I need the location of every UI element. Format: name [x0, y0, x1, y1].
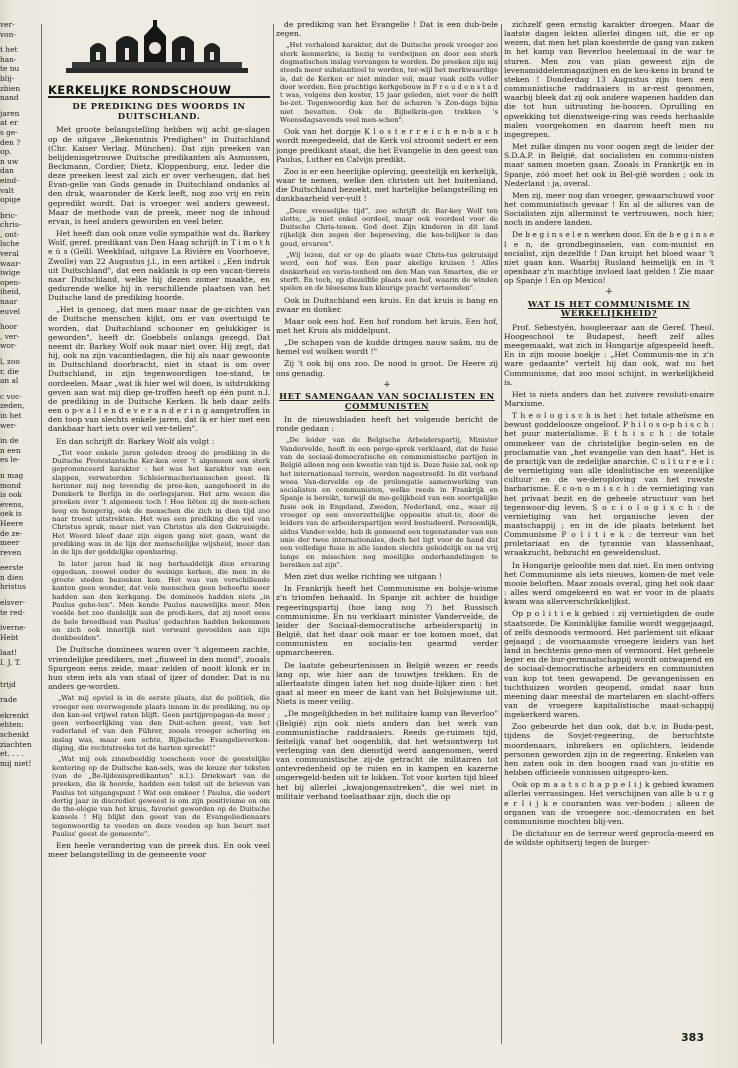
article-heading: HET SAMENGAAN VAN SOCIALISTEN EN COMMUNISTEN — [279, 390, 495, 411]
column-3 — [504, 20, 714, 1050]
paragraph: Zoo gebeurde het dan ook, dat b.v. in Buda-pest, tijdens de Sovjet-regeering, de beruchtste moordenaars, inbrekers en oplichters, leidende personen geworden zijn in de regeering. Enkelen van hen zaten ook in den hoogen raad van ju-stitie en hebben officieele vonnissen uitgespro-ken. — [504, 722, 714, 778]
article-body — [48, 125, 270, 859]
paragraph: De b e g i n s e l e n werken door. En de b e g i n s e l e n, de grondbeginselen, van com-munist en socialist, zijn dezelfde ! Dan kruipt het bloed waar 't niet gaan kan. Waarbij Rusland heimelijk en in 't openbaar z'n machtige invloed laat gelden ! Zie maar op Spanje ! En op Mexico! — [504, 230, 714, 286]
fragment-line: nand — [0, 93, 19, 103]
fragment-line: s ge- — [0, 127, 18, 137]
fragment-line: n een — [0, 445, 21, 455]
fragment-line: te nu — [0, 64, 20, 74]
paragraph: Ook op m a a t s c h a p p e l i j k gebied kwamen allerlei verrassingen. Het verschijnen van alle b u r g e r l i j k e couranten was ver-boden ; alleen de organen van de vroegere soc.-democraten en het communisme mochten blij-ven. — [504, 780, 714, 826]
quoted-paragraph: „Wij lezen, dat er op de plaats waar Chris-tus gekruisigd werd, een hof was. Een paar akelige kruisen ! Alles donkerheid en veria-tenheid om den Man van Smarten, die er sterft. En toch, op diezelfde plaats een hof, waarin de winden spelen en de bloesems hun kleurige pracht vertoonden". — [280, 251, 498, 293]
fragment-line: l, zoo — [0, 357, 20, 366]
column-2 — [276, 20, 498, 1050]
fragment-line: eerste — [0, 563, 24, 573]
fragment-line: wer- — [0, 420, 17, 430]
fragment-line: de ze- — [0, 528, 23, 538]
fragment-line: veral — [0, 249, 19, 259]
fragment-line: n uw — [0, 156, 19, 166]
fragment-line: hristus — [0, 582, 26, 592]
article-body — [504, 323, 714, 848]
paragraph: Zoo is er een heerlijke opleving, geestelijk en kerkelijk, waar te nemen, welke den christen uit het buitenland, die Duitschland bezoekt, met hartelijke belangstelling en dankbaarheid ver-vult ! — [276, 166, 498, 204]
fragment-line: blij- — [0, 73, 15, 83]
paragraph: Zij 't ook bij ons zoo. De nood is groot. De Heere zij ons genadig. — [276, 359, 498, 378]
quoted-paragraph: „Tot voor enkele jaren geleden droeg de prediking in de Duitsche Protestantsche Ker-ken over 't algemeen een sterk geprononceerd karakter : het was het karakter van een slappen, verwaterden Schleiermacheriaanschen geest. Ik herinner mij nog levendig de pree-ken, aangehoord in de Domkerk te Berlijn in de oorlogsjaren. Het arm wezen die preeken over 't algemeen toch ! Hoe liëten zij de men-schen leeg en hongerig, ook de menschen die zich in dien tijd zoo naar troost uitstrekten. Het was een prediking die wel van Christus sprak, maar niet van Christus als den Gekruisigde. Het Woord bleef daar zijn eigen gang niet gaan, want de prediking was in de lijn der menschelijke wijsheid, meer dan in de lijn der goddelijke openbaring. — [52, 448, 270, 557]
fragment-line: jaren — [0, 108, 20, 118]
fragment-line: eind- — [0, 175, 19, 185]
section-masthead: KERKELIJKE RONDSCHOUW — [48, 86, 270, 98]
fragment-line: in de — [0, 436, 19, 446]
column-rule — [273, 24, 274, 1044]
fragment-line: bric- — [0, 210, 18, 220]
fragment-line: waar- — [0, 258, 22, 268]
fragment-line: euvel — [0, 306, 21, 316]
article-heading: DE PREDIKING DES WOORDS IN DUITSCHLAND. — [72, 101, 246, 121]
column-rule — [501, 24, 502, 1044]
fragment-line: t het — [0, 45, 18, 55]
fragment-line: valt — [0, 185, 14, 195]
paragraph: „De mogelijkheden in het militaire kamp van Beverloo" (België) zijn ook niets anders dan het werk van communistische raddraaiers. Reeds ge-ruimen tijd, feitelijk vanaf het oogenblik, dat het wetsontwerp tot verlenging van den dienstijd werd aangenomen, werd van communistische zij-de getracht de militairen tot ontevredenheid op te ruien en in kampen en kazerne ongeregeld-heden uit te lokken. Tot voor korten tijd bleef het bij allerlei „kwajongensstreken", die wel niet in militair verband toelaatbaar zijn, doch die op — [276, 709, 498, 801]
fragment-line: dan — [0, 166, 14, 176]
fragment-line: , ver- — [0, 331, 20, 341]
fragment-line: zbien — [0, 83, 21, 93]
fragment-line: es le- — [0, 455, 20, 465]
paragraph: Ook in Duitschland een kruis. En dat kruis is bang en zwaar en donker. — [276, 295, 498, 314]
paragraph: De dictatuur en de terreur werd geprocla-meerd en de wildste ophitserij tegen de burger- — [504, 829, 714, 848]
paragraph: Het heeft dan ook onze volle sympathie wat ds. Barkey Wolf, geref. predikant van Den Haag schrijft in T i m o t h e ü s (Geïll. Weekblad, uitgave La Rivière en Voorhoeve, Zwolle) van 22 Augustus j.l., in een artikel : „Een indruk uit Duitschland", dat een naklank is op een vacan-tiereis naar Duitschland, welke hij dezen zomer maakte, en gedurende welke hij in verschillende plaatsen van het Duitsche land de prediking hoorde. — [48, 229, 270, 303]
fragment-line: hoor — [0, 322, 18, 332]
paragraph: Het is niets anders dan het zuivere revoluti-onaire Marxisme. — [504, 389, 714, 408]
paragraph: Een heele verandering van de preek dus. En ook veel meer belangstelling in de gemeente voor — [48, 841, 270, 860]
fragment-line: c voc- — [0, 391, 22, 401]
paragraph: „De schapen van de kudde dringen nauw saâm, nu de hemel vol wolken wordt !" — [276, 338, 498, 357]
fragment-line: open- — [0, 277, 21, 287]
paragraph: Ook van het dorpje K l o s t e r r e i c h e n-b a c h wordt meegedeeld, dat de Kerk vol stroomt sedert er een jonge predikant staat, die het Evangelie in den geest van Paulus, Luther en Calvijn predikt. — [276, 127, 498, 164]
fragment-line: ekrenkt — [0, 710, 29, 720]
fragment-line: n mag — [0, 470, 24, 480]
fragment-line: , ont- — [0, 229, 20, 239]
paragraph: De Duitsche dominees waren over 't algemeen zachte, vriendelijke predikers, met „fiuweel in den mond", zooals Spurgeon eens zeide, maar zelden of nooit klonk er in hun stem iets als van staal of ijzer of donder. Dat is nu anders ge-worden. — [48, 645, 270, 692]
paragraph: Men ziet dus welke richting we uitgaan ! — [284, 572, 442, 582]
paragraph: Op p o l i t i e k gebied : zij vernietigden de oude staatsorde. De Koninklijke familie wordt weggejaagd, of zelfs desnoods vermoord. Het parlement uit elkaar gejaagd ; de voornaamste vroegere leiders van het land in hechtenis geno-men of vermoord. Het geheele leger en de bur-germaatschappij wordt ontwapend en de sociaal-democratische arbeiders en communisten van kop tot teen gewapend. De gevangenissen en tuchthuizen worden geopend, omdat naar hun meening daar meestal de martelaren en slacht-offers van de vroegere kapitalistische maat-schappij ingekerkerd waren. — [504, 609, 714, 720]
fragment-line: Heere — [0, 518, 24, 528]
fragment-line: meer — [0, 538, 20, 548]
article-body — [504, 20, 714, 285]
fragment-line: chris- — [0, 220, 22, 230]
fragment-line: elsver- — [0, 598, 26, 608]
left-column-fragment — [0, 20, 36, 1050]
fragment-line: oek is — [0, 509, 22, 519]
fragment-line: is ook — [0, 490, 22, 500]
fragment-line: iheid, — [0, 287, 21, 297]
paragraph: Men zij, meer nog dan vroeger, gewaarschuwd voor het communistisch gevaar ! En al de allures van de Socialisten zijn allerminst te vertrouwen, noch hier, noch in andere landen. — [504, 190, 714, 228]
paragraph: T h e o l o g i s c h is het : het totale atheïsme en bewust goddeloosze ongeloof. P h i l o s o-p h i s c h : het puur materialisme. E t h i s c h : de totale ommekeer van de christelijke begin-selen en de proclamatie van „het evangelie van den haat". Het is de practijk van de zedelijke anarchie. C u l t u r e e l : de vernietiging van alle idealistische en wezenlijke cultuur en de we-deroploving van het ruwste barbarisme. E c o-n o m i s c h : de vernietiging van het privaat bezit en de geheele structuur van het tegenwoor-dig leven. S o c i o l o g i s c h : de vernietiging van het organische leven der maatschappij ; en in de ide plaats betekent het Communisme P o l i t i e k : de terreur van het proletariaat en de tyrannie van klassenhaat, wraakzucht, hebzucht en geweldenslust. — [504, 411, 714, 558]
quoted-paragraph: In later jaren had ik nog herhaaldelijk dien ervaring opgedaan, zoowel onder de weinige kerken, die men in de groote steden bezoeken kon. Het was van verschillende kanten geen wonder, dat vele menschen geen behoefte meer hadden aan den kerkgang. De domineés hadden niets „in Paulus gebe-ten". Men kende Paulus nauwelijks meer. Men voelde het zoo duidelijk aan de predi-kers, dat zij nooit eens de hele breedheid van Paulus' gedachten hadden bekommen en zich ook innerlijk niet verwant gevoelden aan zijn denkbeelden". — [52, 559, 270, 643]
fragment-line: trijd — [0, 679, 16, 689]
article-body — [276, 20, 498, 378]
fragment-line: in het — [0, 410, 22, 420]
fragment-line: ehten: — [0, 720, 24, 730]
fragment-line: Hebt — [0, 632, 19, 642]
paragraph: „Het is genoeg, dat men maar naar de ge-zichten van de Duitsche menschen kijkt, om er van overtuigd te worden, dat Duitschland schooner en gelukkiger is geworden", heeft dr. Goebbels onlangs gezegd. Dat neemt dr. Barkey Wolf ook maar niet over. Hij zegt, dat hij, ook na zijn vacantiedagen, die hij als naar gewoonte in Duitschland doorbracht, niet in staat is om over Duitschland, in zijn tegenwoordigen toe-stand, te oordeelen. Maar „wat ik hier wel wil doen, is uitdrukking geven aan wat mij diep ge-troffen heeft op één punt n.l. de prediking in de Duitsche Kerken. Ik heb daar zelfs een o p-v a l l e n d e v e r a n d e r i n g aangetroffen in den toop van slechts enkele jaren, dat ik er hier met een dankbaar hart iets over wil ver-tellen". — [48, 305, 270, 434]
section-divider: + — [383, 379, 391, 390]
fragment-line: an al — [0, 376, 19, 386]
fragment-line: rade — [0, 695, 18, 705]
fragment-line: mij niet! — [0, 758, 32, 768]
quoted-paragraph: „Het verhalend karakter, dat de Duitsche preek vroeger zoo sterk kenmerkte, is bezig te verdwijnen en door een sterk dogmatischen inslag vervangen te worden. De preeken zijn mij steeds meer substantieel te worden, ter-wijl het merkwaardige is, dat de Kerken er niet minder vol, maar vaak zelfs voller door worden. Een prachtige kerkgebouw in F r e u d e n s t a d t was, volgens den koster, 15 jaar geleden, niet voor de helft be-zet. Tegenwoordig kan het de scharen 's Zon-dags bijna niet bevatten. Ook de Bijbelkrin-gen trekken 's Woensdagsavonds veel men-schen". — [280, 41, 498, 124]
quoted-paragraph: „De leider van de Belgische Arbeiderspartij, Minister Vandervelde, heeft in een perge-sprek verklaard, dat de fusie van de sociaal-democratische en communistische partijen in België alleen nog een kwestie van tijd is. Deze fusie zal, ook op het internationaal terrein, worden nagestreefd. In dit verband weea Van-dervelde op de prolongatie samenwerking van socialisten en communisten, welke reeds in Frankrijk en Spanje is bereikt, terwijl de mo-gelijkheid van een soortgelijke fusie ook in Engeland, Zweden, Nederland, enz., waar zij vroeger op een onverzettelijke oppositie stuit-te, door de leiders van de arbeiderspartijen werd bestudeerd. Persoonlijk, aldus Vander-velde, heb ik gemeend een tegenstander van een unie der twee internationales, doch het ligt voor de hand dat een volledige fusie in alle landen slechts geleidelijk en na vrij lange en misschien nog moeilijke onderhandelingen te bereiken zal zijn". — [280, 436, 498, 569]
fragment-line: evens, — [0, 499, 24, 509]
fragment-line: den ? — [0, 137, 21, 147]
fragment-line: zeden, — [0, 401, 25, 411]
fragment-line: iwige — [0, 268, 21, 278]
fragment-line: ziachten — [0, 739, 32, 749]
paragraph: Maar ook een hof. Een hof rondom het kruis. Een hof, met het Kruis als middelpunt. — [276, 316, 498, 335]
fragment-line: op. — [0, 147, 12, 157]
paragraph: In de nieuwsbladen heeft het volgende bericht de ronde gedaan : — [276, 415, 498, 434]
column-rule — [41, 24, 42, 1044]
quoted-paragraph: „Deze vreeselijke tijd", zoo schrijft dr. Bar-key Wolf ten slotte, „is niet enkel oordeel, maar ook voordeel voor de Duitsche Chris-tenen. God doet Zijn kinderen in dit land rijkelijk den zegen der beproeving, die kos-telijker is dan goud, ervaren". — [280, 206, 498, 248]
paragraph: de prediking van het Evangelie ! Dat is een dub-bele zegen. — [276, 20, 498, 39]
fragment-line: te red- — [0, 607, 25, 617]
paragraph: En dan schrijft dr. Barkey Wolf als volgt : — [56, 436, 215, 446]
church-emblem-icon — [52, 20, 262, 84]
fragment-line: naar — [0, 297, 18, 307]
fragment-line: ver- — [0, 20, 15, 29]
church-logo — [48, 20, 270, 84]
section-divider: + — [605, 287, 613, 298]
fragment-line: at er — [0, 118, 18, 128]
paragraph: zichzelf geen ernstig karakter droegen. Maar de laatste dagen lekten allerlei dingen uit, die er op wezen, dat men het plan koesterde de gang van zaken in het kamp van Beverloo heelemaal in de war te sturen. Men zou van plan geweest zijn de levensmiddelenmagazijnen en de keu-kens in brand te steken ! Donderdag 13 Augustus zijn toen een communistische raddraaiers in ar-rest genomen, waarbij bleek dat zij ook andere wapenen hadden dan die tot hun uitrusting be-hooren. Oprulling en opwekking tot dienstweige-ring was reeds herhaalde malen voorgekomen en daarom heeft men nu ingegrepen. — [504, 20, 714, 139]
fragment-line: r, die — [0, 366, 19, 376]
fragment-line: lsche — [0, 239, 20, 249]
quoted-paragraph: „Wat mij ook zinnebeeldig toescheen voor de geestelijke kentering op de Duitsche kan-sels, was de keuze der teksten (van de „Be-lijdenispredikanten" n.l.). Driekwart van de preeken, die ik hoorde, hadden een tekst uit de brieven van Paulus tot uitgangspunt ! Wat een omkeer ! Paulus, die sedert dertig jaar in discrediet geweest is om zijn positivisme en om de the-ologie van het kruis, favoriet geworden op de Duitsche kansels ! Hij blijkt den geest van de Evangeliedienaars tegenwoordig te voeden en deze voeden op hun beurt met Paulus' geest de gemeente". — [52, 755, 270, 839]
fragment-line: n dien — [0, 572, 24, 582]
paragraph: De laatste gebeurtenissen in België wezen er reeds lang op, wie hier aan de touwtjes trekken. En de allerlaatste dingen laten het nog duide-lijker zien : het gaat al meer en meer de kant van het Bolsjewisme uit. Niets is meer veilig. — [276, 660, 498, 707]
column-1 — [48, 20, 270, 1050]
fragment-line: han- — [0, 54, 17, 64]
paragraph: Met groote belangstelling hebben wij acht ge-slagen op de uitgave „Bekenntnis Predighen" in Duitschland (Chr. Kaiser Verlag. München). Dat zijn preeken van belijdenisgetrouwe Duitsche predikanten als Asmussen, Beckmann, Cordier, Dietz, Kloppenburg, enz. Ieder die deze preeken leest zal zich er over verheugen, dat het Evan-gelie van Gods genade in Duitschland ondanks al den druk, waaronder de Kerk leeft, nog zoo vrij en rein gepredikt wordt. Dat is vroeger wel anders geweest. Maar de methode van de preek, meer nog de inhoud ervan, is heel anders geworden en veel beter. — [48, 125, 270, 226]
paragraph: In Frankrijk heeft het Communisme en bolsje-wisme z'n triomfen behaald. In Spanje zit achter de huidige regeeringspartij (hoe lang nog ?) het Russisch communisme. En nu verklaart minister Vandervelde, de leider der Sociaal-democratische arbeiderspartij in België, dat het daar ook maar er toe komen moet, dat communisten en socialis-ten gearmd verder opmarcheeren. — [276, 584, 498, 658]
fragment-line: reven — [0, 547, 22, 557]
paragraph: Prof. Sebestyén, hoogleeraar aan de Geref. Theol. Hoogeschool te Budapest, heeft zelf alles meegemaakt, wat zich in Hongarije afgespeeld heeft. En in zijn mooie boekje : „Het Communis-me in z'n ware gedaante" vertelt hij dan ook, wat nu het Communisme, dat zoo mooi schijnt, in werkelijkheid is. — [504, 322, 714, 387]
fragment-line: schenkt — [0, 730, 30, 739]
article-heading: WAT IS HET COMMUNISME IN WERKELIJKHEID? — [527, 298, 691, 319]
fragment-line: et. . . . — [0, 749, 24, 759]
fragment-line: iverne- — [0, 623, 27, 633]
paragraph: In Hongarije geloofde men dat niet. En men ontving het Communisme als iets nieuws, komen-de met vele mooie beloften. Maar zooals overal, ging het ook daar : alles werd omgekeerd en wat er voor in de plaats kwam was allerverschrikkelijkst. — [504, 560, 714, 607]
fragment-line: von- — [0, 29, 16, 39]
paragraph: Met zulke dingen nu voor oogen zegt de leider der S.D.A.P. in België, dat socialisten en commu-nisten maar samen moeten gaan. Zooals in Frankrijk en in Spanje, zóó moet het ook in Bel-gië worden ; ook in Nederland : ja, overal. — [504, 142, 714, 188]
fragment-line: mond — [0, 480, 21, 490]
page-number: 383 — [681, 1031, 704, 1044]
article-body — [276, 415, 498, 801]
fragment-line: laat! — [0, 648, 18, 658]
fragment-line: wor- — [0, 341, 17, 351]
fragment-line: opige — [0, 195, 21, 205]
fragment-line: I. J. T. — [0, 658, 21, 668]
quoted-paragraph: „Wat mij opviel is in de eerste plaats, dat de politiek, die vroeger een overwegende plaats innam in de prediking, nu op den kan-sel vrijwel raten blijft. Geen partijpropagan-da meer ; geen verheerlijking van den Duit-schen geest, van het vaderland of van den Führer, zooals vroeger schering en inslag was, maar een echte, Bijbelsche Evangelieverkon-diging, die rechtstreeks tot de harten spreekt!" — [52, 694, 270, 753]
